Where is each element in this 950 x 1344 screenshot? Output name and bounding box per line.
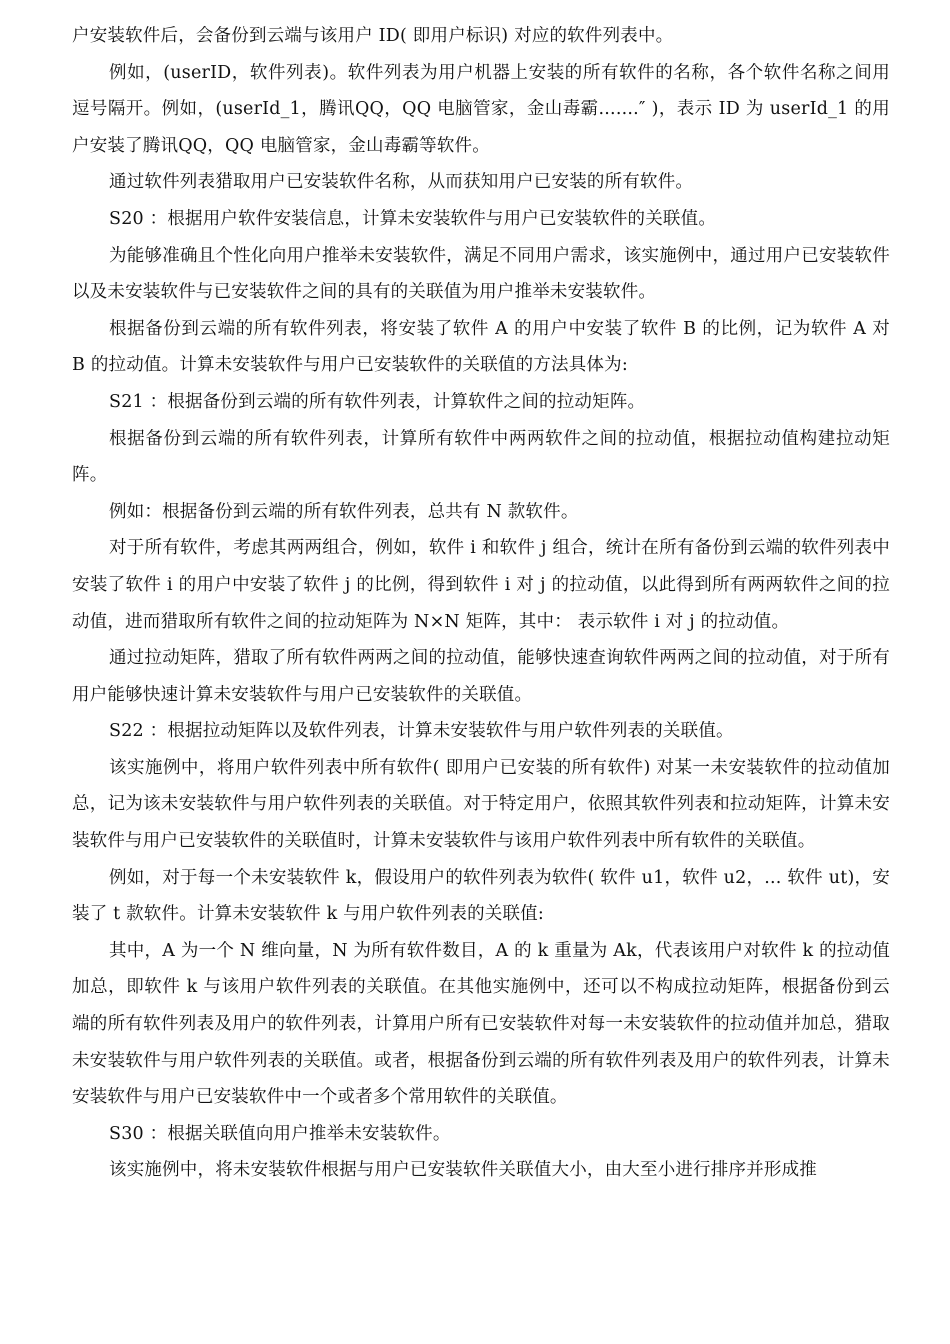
section-heading-s20: S20 ：根据用户软件安装信息，计算未安装软件与用户已安装软件的关联值。: [109, 208, 717, 229]
paragraph: 通过软件列表猎取用户已安装软件名称，从而获知用户已安装的所有软件。: [109, 172, 694, 193]
paragraph: 根据备份到云端的所有软件列表，计算所有软件中两两软件之间的拉动值，根据拉动值构建拉动矩阵。: [72, 428, 890, 486]
section-heading-s21: S21 ：根据备份到云端的所有软件列表，计算软件之间的拉动矩阵。: [109, 391, 646, 412]
paragraph: 户安装软件后，会备份到云端与该用户 ID( 即用户标识) 对应的软件列表中。: [72, 26, 674, 46]
paragraph: 其中，A 为一个 N 维向量，N 为所有软件数目，A 的 k 重量为 Ak，代表该用户对软件 k 的拉动值加总，即软件 k 与该用户软件列表的关联值。在其他实施例中，还可以不构成拉动矩阵，根据备份到云端的所有软件列表及用户的软件列表，计算用户所有已安装软件对每一未安装软件的拉动值并加总，猎取未安装软件与用户软件列表的关联值。或者，根据备份到云端的所有软件列表及用户的软件列表，计算未安装软件与用户已安装软件中一个或者多个常用软件的关联值。: [72, 940, 890, 1108]
paragraph: 通过拉动矩阵，猎取了所有软件两两之间的拉动值，能够快速查询软件两两之间的拉动值，对于所有用户能够快速计算未安装软件与用户已安装软件的关联值。: [72, 648, 890, 705]
section-heading-s30: S30 ：根据关联值向用户推举未安装软件。: [109, 1123, 451, 1144]
paragraph: 例如：根据备份到云端的所有软件列表，总共有 N 款软件。: [109, 501, 579, 522]
paragraph: 例如，对于每一个未安装软件 k，假设用户的软件列表为软件( 软件 u1，软件 u2，... 软件 ut)，安装了 t 款软件。计算未安装软件 k 与用户软件列表的关联值:: [72, 867, 890, 925]
paragraph: 为能够准确且个性化向用户推举未安装软件，满足不同用户需求，该实施例中，通过用户已安装软件以及未安装软件与已安装软件之间的具有的关联值为用户推举未安装软件。: [72, 245, 890, 303]
section-heading-s22: S22 ：根据拉动矩阵以及软件列表，计算未安装软件与用户软件列表的关联值。: [109, 721, 734, 742]
paragraph: 根据备份到云端的所有软件列表，将安装了软件 A 的用户中安装了软件 B 的比例，记为软件 A 对 B 的拉动值。计算未安装软件与用户已安装软件的关联值的方法具体为:: [72, 318, 890, 376]
paragraph: 例如，(userID，软件列表)。软件列表为用户机器上安装的所有软件的名称，各个软件名称之间用逗号隔开。例如，(userId_1，腾讯QQ，QQ 电脑管家，金山毒霸.......″ )，表示 ID 为 userId_1 的用户安装了腾讯QQ，QQ 电脑管家，金山毒霸等软件。: [72, 62, 890, 156]
paragraph: 该实施例中，将未安装软件根据与用户已安装软件关联值大小，由大至小进行排序并形成推: [109, 1160, 817, 1181]
document-page: [72, 18, 890, 1189]
paragraph: 对于所有软件，考虑其两两组合，例如，软件 i 和软件 j 组合，统计在所有备份到云端的软件列表中安装了软件 i 的用户中安装了软件 j 的比例，得到软件 i 对 j 的拉动值，以此得到所有两两软件之间的拉动值，进而猎取所有软件之间的拉动矩阵为 N×N 矩阵，其中： 表示软件 i 对 j 的拉动值。: [72, 538, 890, 632]
paragraph: 该实施例中，将用户软件列表中所有软件( 即用户已安装的所有软件) 对某一未安装软件的拉动值加总，记为该未安装软件与用户软件列表的关联值。对于特定用户，依照其软件列表和拉动矩阵，计算未安装软件与用户已安装软件的关联值时，计算未安装软件与该用户软件列表中所有软件的关联值。: [72, 757, 890, 852]
